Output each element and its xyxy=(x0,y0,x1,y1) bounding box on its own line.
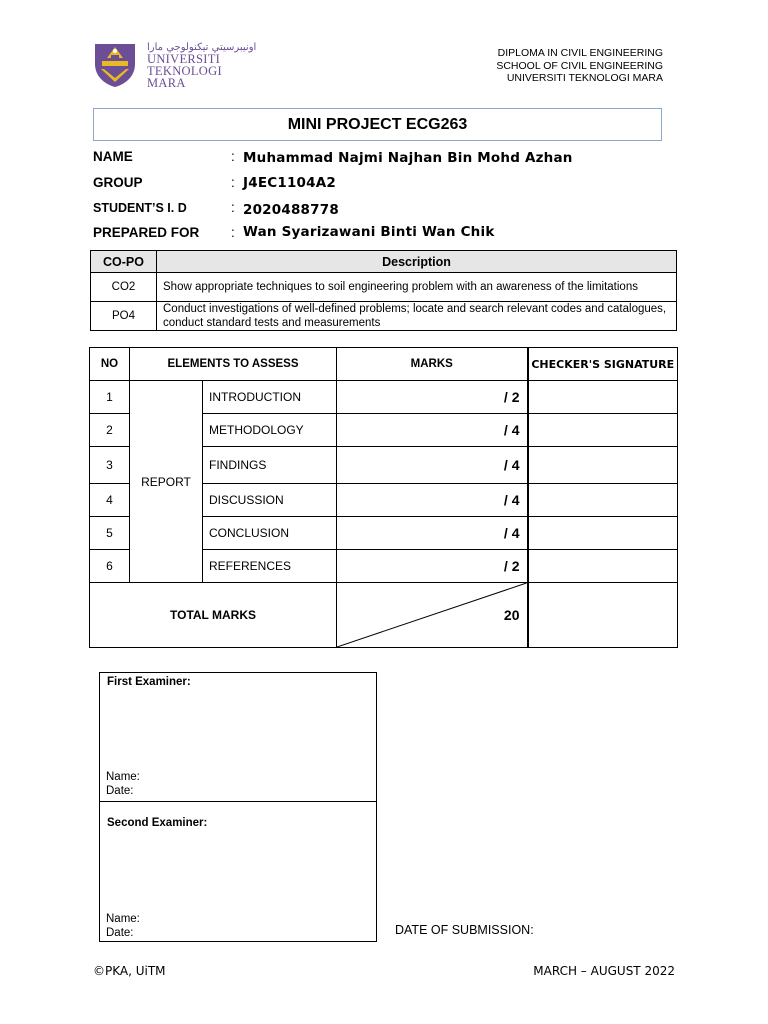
name-colon: : xyxy=(231,149,235,164)
first-examiner-title: First Examiner: xyxy=(107,676,191,688)
row-element: REFERENCES xyxy=(203,550,337,583)
second-examiner-fields xyxy=(106,912,140,940)
logo-line-2: TEKNOLOGI xyxy=(147,64,222,78)
copo-code: CO2 xyxy=(91,273,157,302)
document-title: MINI PROJECT ECG263 xyxy=(93,108,662,141)
row-marks: / 4 xyxy=(337,414,528,447)
row-marks: / 4 xyxy=(337,484,528,517)
table-row xyxy=(90,381,678,414)
signature-cell[interactable] xyxy=(528,414,678,447)
logo-line-1: UNIVERSITI xyxy=(147,52,221,66)
header-line-2: SCHOOL OF CIVIL ENGINEERING xyxy=(496,59,663,72)
logo-wordmark xyxy=(147,53,222,89)
first-examiner-box[interactable] xyxy=(99,672,377,802)
marks-table xyxy=(89,347,678,648)
row-no: 4 xyxy=(90,484,130,517)
signature-cell[interactable] xyxy=(528,583,678,648)
copo-header-code: CO-PO xyxy=(91,251,157,273)
footer-semester: MARCH – AUGUST 2022 xyxy=(533,964,675,978)
first-examiner-date-label: Date: xyxy=(106,785,134,797)
group-colon: : xyxy=(231,175,235,190)
header-checker-signature: CHECKER'S SIGNATURE xyxy=(528,348,678,381)
logo-line-3: MARA xyxy=(147,76,186,90)
group-label: GROUP xyxy=(93,175,143,190)
row-element: METHODOLOGY xyxy=(203,414,337,447)
name-label: NAME xyxy=(93,149,133,164)
footer-copyright: ©PKA, UiTM xyxy=(93,964,166,978)
signature-cell[interactable] xyxy=(528,484,678,517)
total-marks-label: TOTAL MARKS xyxy=(90,583,337,648)
row-marks: / 2 xyxy=(337,381,528,414)
copo-row xyxy=(91,273,677,302)
uitm-crest-icon xyxy=(93,42,137,88)
student-id-colon: : xyxy=(231,200,235,215)
prepared-for-colon: : xyxy=(231,225,235,240)
category-report: REPORT xyxy=(130,381,203,583)
student-id-value: 2020488778 xyxy=(243,202,339,218)
total-row xyxy=(90,583,678,648)
signature-cell[interactable] xyxy=(528,381,678,414)
header-elements: ELEMENTS TO ASSESS xyxy=(130,348,337,381)
row-marks: / 4 xyxy=(337,517,528,550)
row-no: 6 xyxy=(90,550,130,583)
second-examiner-title: Second Examiner: xyxy=(107,817,208,829)
first-examiner-name-label: Name: xyxy=(106,771,140,783)
header-no: NO xyxy=(90,348,130,381)
copo-header-description: Description xyxy=(157,251,677,273)
row-no: 1 xyxy=(90,381,130,414)
prepared-for-value: Wan Syarizawani Binti Wan Chik xyxy=(243,224,495,240)
header-line-3: UNIVERSITI TEKNOLOGI MARA xyxy=(506,72,663,84)
row-element: FINDINGS xyxy=(203,447,337,484)
student-id-label: STUDENT’S I. D xyxy=(93,201,187,215)
marks-header-row xyxy=(90,348,678,381)
date-of-submission-label: DATE OF SUBMISSION: xyxy=(395,923,534,937)
second-examiner-name-label: Name: xyxy=(106,913,140,925)
signature-cell[interactable] xyxy=(528,447,678,484)
row-element: INTRODUCTION xyxy=(203,381,337,414)
header-marks: MARKS xyxy=(337,348,528,381)
logo-jawi-script: ﺍﻭﻧﻴﺒﺮﺳﻴﺘﻲ ﺗﻴﻜﻨﻮﻟﻮﺟﻲ ﻣﺎﺭﺍ xyxy=(147,42,257,53)
first-examiner-fields xyxy=(106,770,140,798)
signature-cell[interactable] xyxy=(528,517,678,550)
row-no: 5 xyxy=(90,517,130,550)
uitm-logo xyxy=(93,42,257,90)
row-element: CONCLUSION xyxy=(203,517,337,550)
row-no: 3 xyxy=(90,447,130,484)
prepared-for-label: PREPARED FOR xyxy=(93,225,200,240)
row-marks: / 2 xyxy=(337,550,528,583)
signature-cell[interactable] xyxy=(528,550,678,583)
row-marks: / 4 xyxy=(337,447,528,484)
copo-description: Conduct investigations of well-defined problems; locate and search relevant codes and catalogues, conduct standard tests and measurements xyxy=(157,302,677,331)
diagonal-line xyxy=(337,583,527,647)
row-element: DISCUSSION xyxy=(203,484,337,517)
second-examiner-box[interactable] xyxy=(99,801,377,942)
copo-row xyxy=(91,302,677,331)
group-value: J4EC1104A2 xyxy=(243,175,336,191)
copo-table xyxy=(90,250,677,331)
total-marks-cell xyxy=(337,583,528,648)
copo-header-row xyxy=(91,251,677,273)
second-examiner-date-label: Date: xyxy=(106,927,134,939)
header-line-1: DIPLOMA IN CIVIL ENGINEERING xyxy=(497,47,663,59)
total-marks-value: 20 xyxy=(503,607,520,623)
copo-description: Show appropriate techniques to soil engineering problem with an awareness of the limitations xyxy=(157,273,677,302)
name-value: Muhammad Najmi Najhan Bin Mohd Azhan xyxy=(243,150,573,166)
copo-code: PO4 xyxy=(91,302,157,331)
row-no: 2 xyxy=(90,414,130,447)
institution-header xyxy=(496,47,663,85)
